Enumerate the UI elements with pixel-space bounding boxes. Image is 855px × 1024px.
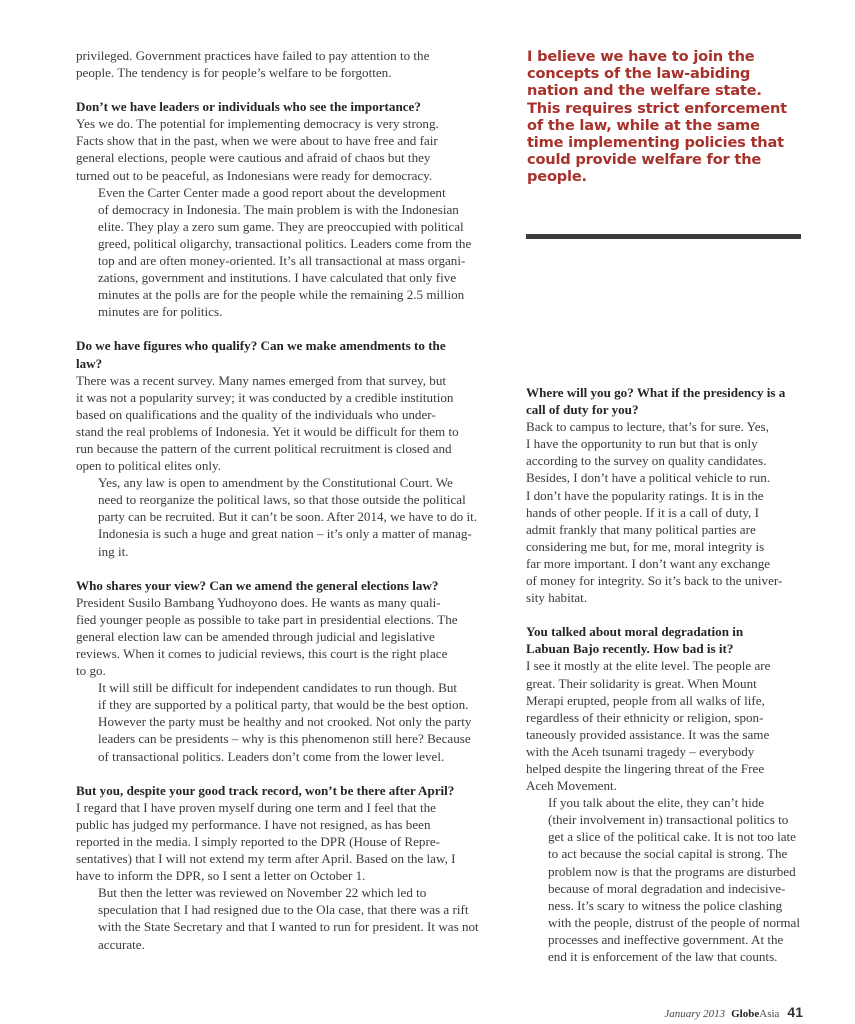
- text-line: regardless of their ethnicity or religion, spon-: [526, 709, 764, 725]
- text-line: I don’t have the popularity ratings. It is in the: [526, 487, 764, 503]
- qa-section: [526, 384, 804, 606]
- text-line: it was not a popularity survey; it was conducted by a credible institution: [76, 389, 454, 405]
- answer-paragraph: [76, 184, 486, 321]
- text-line: If you talk about the elite, they can’t hide: [548, 795, 765, 811]
- text-line: accurate.: [98, 936, 145, 952]
- text-line: leaders can be presidents – why is this phenomenon still here? Because: [98, 731, 471, 747]
- text-line: people.: [527, 168, 587, 186]
- section-spacer: [76, 560, 486, 577]
- text-line: could provide welfare for the: [527, 151, 762, 169]
- qa-section: [76, 577, 486, 765]
- text-line: sentatives) that I will not extend my term after April. Based on the law, I: [76, 851, 456, 867]
- text-line: But then the letter was reviewed on November 22 which led to: [98, 885, 427, 901]
- text-line: But you, despite your good track record, won’t be there after April?: [76, 782, 455, 798]
- text-line: Labuan Bajo recently. How bad is it?: [526, 641, 734, 657]
- magazine-name-bold: Globe: [731, 1008, 760, 1020]
- interview-question: [526, 623, 804, 657]
- answer-paragraph: [76, 372, 486, 475]
- text-line: Even the Carter Center made a good report about the development: [98, 184, 446, 200]
- text-line: general election law can be amended through judicial and legislative: [76, 628, 435, 644]
- text-line: privileged. Government practices have failed to pay attention to the: [76, 48, 430, 63]
- text-line: Do we have figures who qualify? Can we make amendments to the: [76, 338, 446, 354]
- text-line: need to reorganize the political laws, so that those outside the political: [98, 492, 466, 508]
- text-line: nation and the welfare state.: [527, 82, 762, 100]
- text-line: general elections, people were cautious and afraid of chaos but they: [76, 150, 431, 166]
- text-line: far more important. I don’t want any exchange: [526, 555, 771, 571]
- text-line: greed, political oligarchy, transactional politics. Leaders come from the: [98, 235, 472, 251]
- interview-question: [76, 782, 486, 799]
- text-line: I believe we have to join the: [527, 48, 755, 65]
- text-line: Don’t we have leaders or individuals who see the importance?: [76, 99, 421, 115]
- answer-paragraph: [76, 799, 486, 884]
- text-line: President Susilo Bambang Yudhoyono does. He wants as many quali-: [76, 594, 441, 610]
- text-line: public has judged my performance. I have not resigned, as has been: [76, 816, 431, 832]
- interview-question: [76, 98, 486, 115]
- interview-question: [76, 337, 486, 371]
- text-line: Who shares your view? Can we amend the general elections law?: [76, 577, 439, 593]
- answer-paragraph: [76, 594, 486, 679]
- text-line: Where will you go? What if the presidency is a: [526, 385, 786, 400]
- text-line: Besides, I don’t have a political vehicle to run.: [526, 470, 771, 486]
- issue-date: January 2013: [664, 1008, 726, 1020]
- answer-paragraph: [526, 418, 804, 606]
- intro-paragraph: [76, 47, 486, 81]
- qa-section: [76, 98, 486, 320]
- section-spacer: [76, 320, 486, 337]
- section-spacer: [76, 81, 486, 98]
- right-column: [526, 384, 804, 965]
- magazine-name-regular: Asia: [759, 1008, 780, 1020]
- qa-section: [526, 623, 804, 965]
- text-line: turned out to be peaceful, as Indonesians were ready for democracy.: [76, 167, 433, 183]
- text-line: I regard that I have proven myself during one term and I feel that the: [76, 799, 436, 815]
- answer-paragraph: [76, 115, 486, 183]
- section-spacer: [526, 606, 804, 623]
- text-line: get a slice of the political cake. It is not too late: [548, 829, 796, 845]
- answer-paragraph: [526, 794, 804, 965]
- text-line: of money for integrity. So it’s back to the univer-: [526, 573, 783, 589]
- text-line: because of moral degradation and indecisive-: [548, 880, 786, 896]
- page-footer: [664, 1004, 803, 1020]
- text-line: Facts show that in the past, when we were about to have free and fair: [76, 133, 438, 149]
- text-line: minutes are for politics.: [98, 304, 223, 320]
- text-line: great. Their solidarity is great. When Mount: [526, 675, 757, 691]
- interview-question: [526, 384, 804, 418]
- text-line: if they are supported by a political party, that would be the best option.: [98, 697, 469, 713]
- text-line: fied younger people as possible to take part in presidential elections. The: [76, 611, 458, 627]
- text-line: law?: [76, 355, 103, 371]
- text-line: (their involvement in) transactional politics to: [548, 812, 789, 828]
- text-line: Back to campus to lecture, that’s for sure. Yes,: [526, 419, 769, 435]
- text-line: of the law, while at the same: [527, 116, 760, 134]
- text-line: You talked about moral degradation in: [526, 624, 744, 640]
- text-line: I see it mostly at the elite level. The people are: [526, 658, 771, 674]
- text-line: It will still be difficult for independent candidates to run though. But: [98, 680, 458, 696]
- text-line: ness. It’s scary to witness the police clashing: [548, 897, 783, 913]
- text-line: sity habitat.: [526, 590, 588, 606]
- text-line: ing it.: [98, 543, 129, 559]
- text-line: minutes at the polls are for the people while the remaining 2.5 million: [98, 287, 465, 303]
- section-spacer: [76, 765, 486, 782]
- text-line: helped despite the lingering threat of the Free: [526, 760, 765, 776]
- text-line: of transactional politics. Leaders don’t come from the lower level.: [98, 748, 445, 764]
- qa-section: [76, 337, 486, 559]
- text-line: concepts of the law-abiding: [527, 65, 751, 83]
- text-line: reviews. When it comes to judicial reviews, this court is the right place: [76, 646, 448, 661]
- text-line: call of duty for you?: [526, 402, 639, 418]
- text-line: open to political elites only.: [76, 458, 221, 474]
- text-line: Indonesia is such a huge and great nation – it’s only a matter of manag-: [98, 526, 472, 542]
- text-line: taneously provided assistance. It was the same: [526, 726, 770, 742]
- text-line: according to the survey on quality candidates.: [526, 453, 767, 469]
- text-line: end it is enforcement of the law that counts.: [548, 949, 778, 964]
- interview-question: [76, 577, 486, 594]
- text-line: Yes we do. The potential for implementing democracy is very strong.: [76, 116, 439, 132]
- text-line: to go.: [76, 663, 106, 679]
- qa-section: [76, 782, 486, 953]
- answer-paragraph: [76, 884, 486, 952]
- text-line: elite. They play a zero sum game. They are preoccupied with political: [98, 218, 464, 234]
- text-line: speculation that I had resigned due to the Ola case, that there was a rift: [98, 902, 469, 918]
- page-number: 41: [787, 1004, 803, 1020]
- text-line: hands of other people. If it is a call of duty, I: [526, 504, 759, 520]
- answer-paragraph: [76, 474, 486, 559]
- text-line: to act because the social capital is strong. The: [548, 846, 788, 862]
- text-line: of democracy in Indonesia. The main problem is with the Indonesian: [98, 201, 459, 217]
- text-line: with the Aceh tsunami tragedy – everybody: [526, 743, 755, 759]
- text-line: reported in the media. I simply reported to the DPR (House of Repre-: [76, 833, 440, 849]
- text-line: admit frankly that many political parties are: [526, 521, 756, 537]
- text-line: This requires strict enforcement: [527, 99, 787, 117]
- text-line: party can be recruited. But it can’t be soon. After 2014, we have to do it.: [98, 509, 478, 525]
- text-line: processes and ineffective government. At the: [548, 931, 784, 947]
- left-column: [76, 47, 486, 953]
- text-line: Yes, any law is open to amendment by the Constitutional Court. We: [98, 475, 453, 491]
- text-line: Aceh Movement.: [526, 778, 617, 794]
- text-line: considering me but, for me, moral integrity is: [526, 538, 765, 554]
- answer-paragraph: [76, 679, 486, 764]
- pull-quote: [527, 48, 807, 186]
- text-line: have to inform the DPR, so I sent a letter on October 1.: [76, 868, 366, 884]
- text-line: There was a recent survey. Many names emerged from that survey, but: [76, 372, 447, 388]
- text-line: However the party must be healthy and not crooked. Not only the party: [98, 714, 472, 730]
- text-line: stand the real problems of Indonesia. Yet it would be difficult for them to: [76, 423, 459, 439]
- pull-quote-divider: [526, 234, 801, 239]
- text-line: problem now is that the programs are disturbed: [548, 863, 796, 879]
- answer-paragraph: [526, 657, 804, 794]
- text-line: top and are often money-oriented. It’s all transactional at mass organi-: [98, 253, 466, 269]
- text-line: with the people, distrust of the people of normal: [548, 914, 800, 930]
- text-line: time implementing policies that: [527, 134, 784, 152]
- text-line: I have the opportunity to run but that is only: [526, 436, 758, 452]
- text-line: based on qualifications and the quality of the individuals who under-: [76, 406, 436, 422]
- text-line: run because the pattern of the current political recruitment is closed and: [76, 440, 452, 456]
- text-line: with the State Secretary and that I wanted to run for president. It was not: [98, 919, 479, 935]
- text-line: people. The tendency is for people’s welfare to be forgotten.: [76, 65, 392, 81]
- text-line: zations, government and institutions. I have calculated that only five: [98, 270, 457, 286]
- text-line: Merapi erupted, people from all walks of life,: [526, 692, 765, 708]
